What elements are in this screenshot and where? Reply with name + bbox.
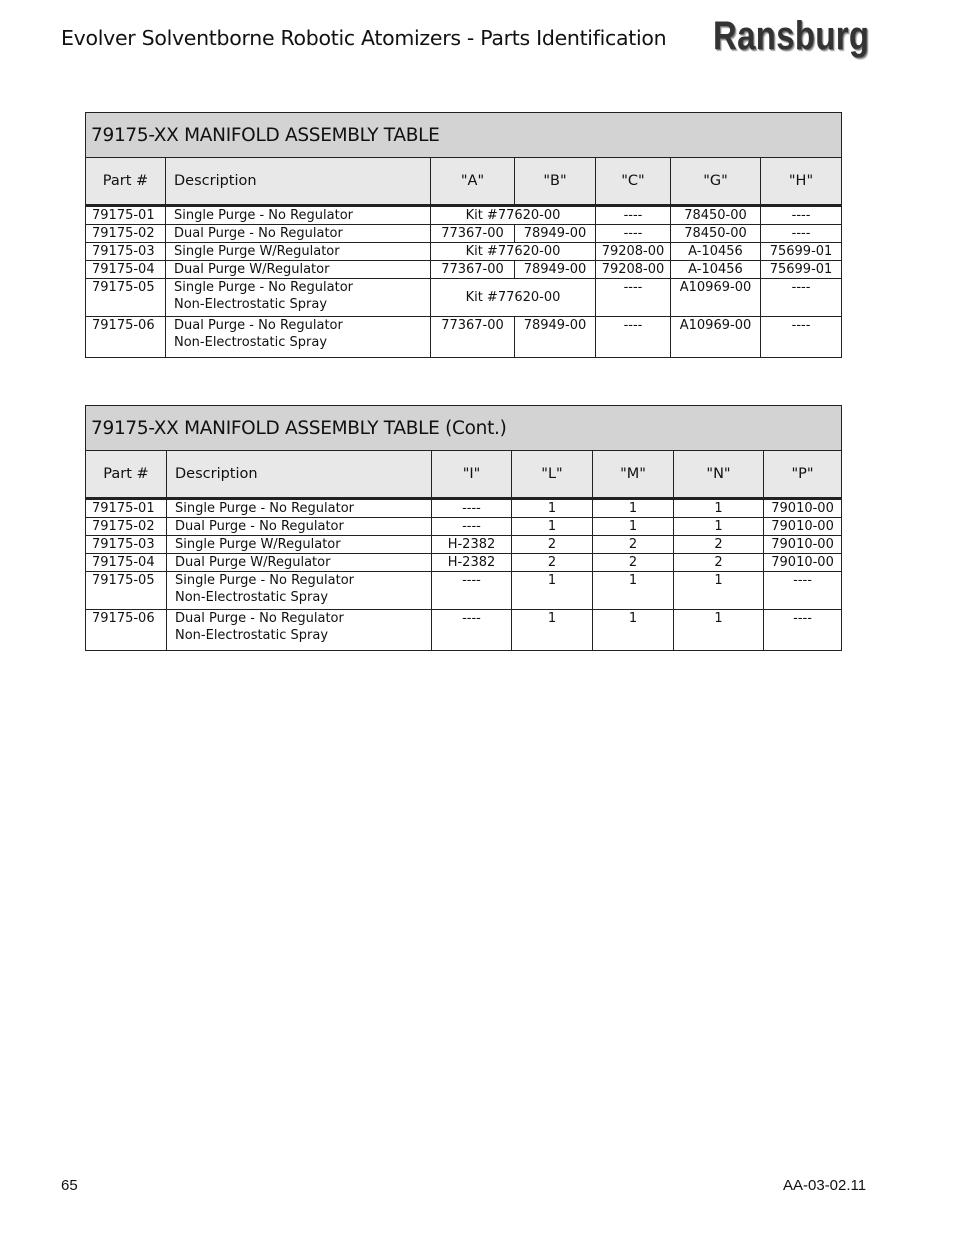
cell-i: H-2382 — [432, 554, 512, 572]
table-row — [86, 243, 842, 261]
description-line: Single Purge - No Regulator — [174, 280, 353, 295]
cell-c: ---- — [596, 206, 671, 225]
table-row — [86, 499, 842, 518]
description — [166, 317, 431, 358]
table-row — [86, 610, 842, 651]
description-line: Dual Purge - No Regulator — [175, 611, 344, 626]
cell-m: 1 — [593, 572, 674, 610]
cell-c: ---- — [596, 317, 671, 358]
description — [167, 572, 432, 610]
cell-i: ---- — [432, 610, 512, 651]
table-row — [86, 206, 842, 225]
cell-m: 2 — [593, 536, 674, 554]
table-row — [86, 279, 842, 317]
description: Single Purge W/Regulator — [167, 536, 432, 554]
cell-m: 1 — [593, 518, 674, 536]
table-row — [86, 554, 842, 572]
cell-h: ---- — [761, 225, 842, 243]
page-title: Evolver Solventborne Robotic Atomizers - Parts Identification — [61, 26, 667, 50]
cell-ab: Kit #77620-00 — [431, 206, 596, 225]
cell-i: ---- — [432, 499, 512, 518]
manifold-assembly-table-cont — [85, 405, 842, 651]
column-header: Description — [166, 158, 431, 206]
description: Single Purge W/Regulator — [166, 243, 431, 261]
cell-h: ---- — [761, 206, 842, 225]
column-header: "H" — [761, 158, 842, 206]
column-header: Description — [167, 451, 432, 499]
column-header: "P" — [764, 451, 842, 499]
description-line: Single Purge - No Regulator — [175, 573, 354, 588]
ransburg-logo: Ransburg — [713, 14, 870, 58]
table-header-row — [86, 451, 842, 499]
part-number: 79175-02 — [86, 225, 166, 243]
cell-p: 79010-00 — [764, 536, 842, 554]
table-row — [86, 261, 842, 279]
page-number: 65 — [61, 1177, 78, 1194]
cell-h: 75699-01 — [761, 261, 842, 279]
cell-m: 2 — [593, 554, 674, 572]
cell-c: 79208-00 — [596, 261, 671, 279]
cell-c: ---- — [596, 225, 671, 243]
column-header: "N" — [674, 451, 764, 499]
part-number: 79175-01 — [86, 499, 167, 518]
manifold-assembly-table — [85, 112, 842, 358]
cell-i: H-2382 — [432, 536, 512, 554]
table-header-row — [86, 158, 842, 206]
cell-a: 77367-00 — [431, 261, 515, 279]
part-number: 79175-02 — [86, 518, 167, 536]
cell-n: 1 — [674, 610, 764, 651]
part-number: 79175-04 — [86, 261, 166, 279]
description-line: Non-Electrostatic Spray — [174, 297, 328, 312]
cell-p: 79010-00 — [764, 499, 842, 518]
cell-b: 78949-00 — [515, 261, 596, 279]
description: Dual Purge W/Regulator — [166, 261, 431, 279]
description: Single Purge - No Regulator — [167, 499, 432, 518]
cell-i: ---- — [432, 572, 512, 610]
part-number: 79175-04 — [86, 554, 167, 572]
description — [166, 279, 431, 317]
column-header: "I" — [432, 451, 512, 499]
column-header: Part # — [86, 451, 167, 499]
table-title: 79175-XX MANIFOLD ASSEMBLY TABLE (Cont.) — [86, 406, 842, 451]
column-header: Part # — [86, 158, 166, 206]
cell-n: 1 — [674, 572, 764, 610]
cell-i: ---- — [432, 518, 512, 536]
cell-p: ---- — [764, 572, 842, 610]
cell-g: A-10456 — [671, 243, 761, 261]
part-number: 79175-03 — [86, 243, 166, 261]
description: Dual Purge W/Regulator — [167, 554, 432, 572]
cell-l: 2 — [512, 554, 593, 572]
description-line: Dual Purge - No Regulator — [174, 318, 343, 333]
table-row — [86, 225, 842, 243]
cell-b: 78949-00 — [515, 317, 596, 358]
description-line: Non-Electrostatic Spray — [174, 335, 328, 350]
table-row — [86, 572, 842, 610]
part-number: 79175-05 — [86, 279, 166, 317]
cell-a: 77367-00 — [431, 225, 515, 243]
part-number: 79175-03 — [86, 536, 167, 554]
cell-g: 78450-00 — [671, 225, 761, 243]
part-number: 79175-06 — [86, 317, 166, 358]
column-header: "M" — [593, 451, 674, 499]
description-line: Non-Electrostatic Spray — [175, 590, 329, 605]
cell-l: 1 — [512, 499, 593, 518]
description-line: Non-Electrostatic Spray — [175, 628, 329, 643]
cell-l: 2 — [512, 536, 593, 554]
cell-c: ---- — [596, 279, 671, 317]
description — [167, 610, 432, 651]
cell-g: A-10456 — [671, 261, 761, 279]
cell-n: 2 — [674, 536, 764, 554]
table-title: 79175-XX MANIFOLD ASSEMBLY TABLE — [86, 113, 842, 158]
table-row — [86, 536, 842, 554]
cell-m: 1 — [593, 499, 674, 518]
cell-h: ---- — [761, 317, 842, 358]
description: Single Purge - No Regulator — [166, 206, 431, 225]
column-header: "A" — [431, 158, 515, 206]
cell-n: 1 — [674, 499, 764, 518]
part-number: 79175-01 — [86, 206, 166, 225]
cell-ab: Kit #77620-00 — [431, 279, 596, 317]
table-row — [86, 317, 842, 358]
cell-h: ---- — [761, 279, 842, 317]
cell-g: 78450-00 — [671, 206, 761, 225]
cell-n: 1 — [674, 518, 764, 536]
cell-n: 2 — [674, 554, 764, 572]
cell-p: 79010-00 — [764, 518, 842, 536]
part-number: 79175-06 — [86, 610, 167, 651]
column-header: "L" — [512, 451, 593, 499]
cell-l: 1 — [512, 518, 593, 536]
cell-c: 79208-00 — [596, 243, 671, 261]
cell-b: 78949-00 — [515, 225, 596, 243]
description: Dual Purge - No Regulator — [166, 225, 431, 243]
cell-p: ---- — [764, 610, 842, 651]
cell-g: A10969-00 — [671, 279, 761, 317]
cell-a: 77367-00 — [431, 317, 515, 358]
cell-ab: Kit #77620-00 — [431, 243, 596, 261]
cell-m: 1 — [593, 610, 674, 651]
description: Dual Purge - No Regulator — [167, 518, 432, 536]
cell-l: 1 — [512, 610, 593, 651]
column-header: "C" — [596, 158, 671, 206]
table-row — [86, 518, 842, 536]
cell-h: 75699-01 — [761, 243, 842, 261]
column-header: "B" — [515, 158, 596, 206]
document-id: AA-03-02.11 — [783, 1177, 867, 1194]
cell-l: 1 — [512, 572, 593, 610]
part-number: 79175-05 — [86, 572, 167, 610]
cell-g: A10969-00 — [671, 317, 761, 358]
column-header: "G" — [671, 158, 761, 206]
cell-p: 79010-00 — [764, 554, 842, 572]
